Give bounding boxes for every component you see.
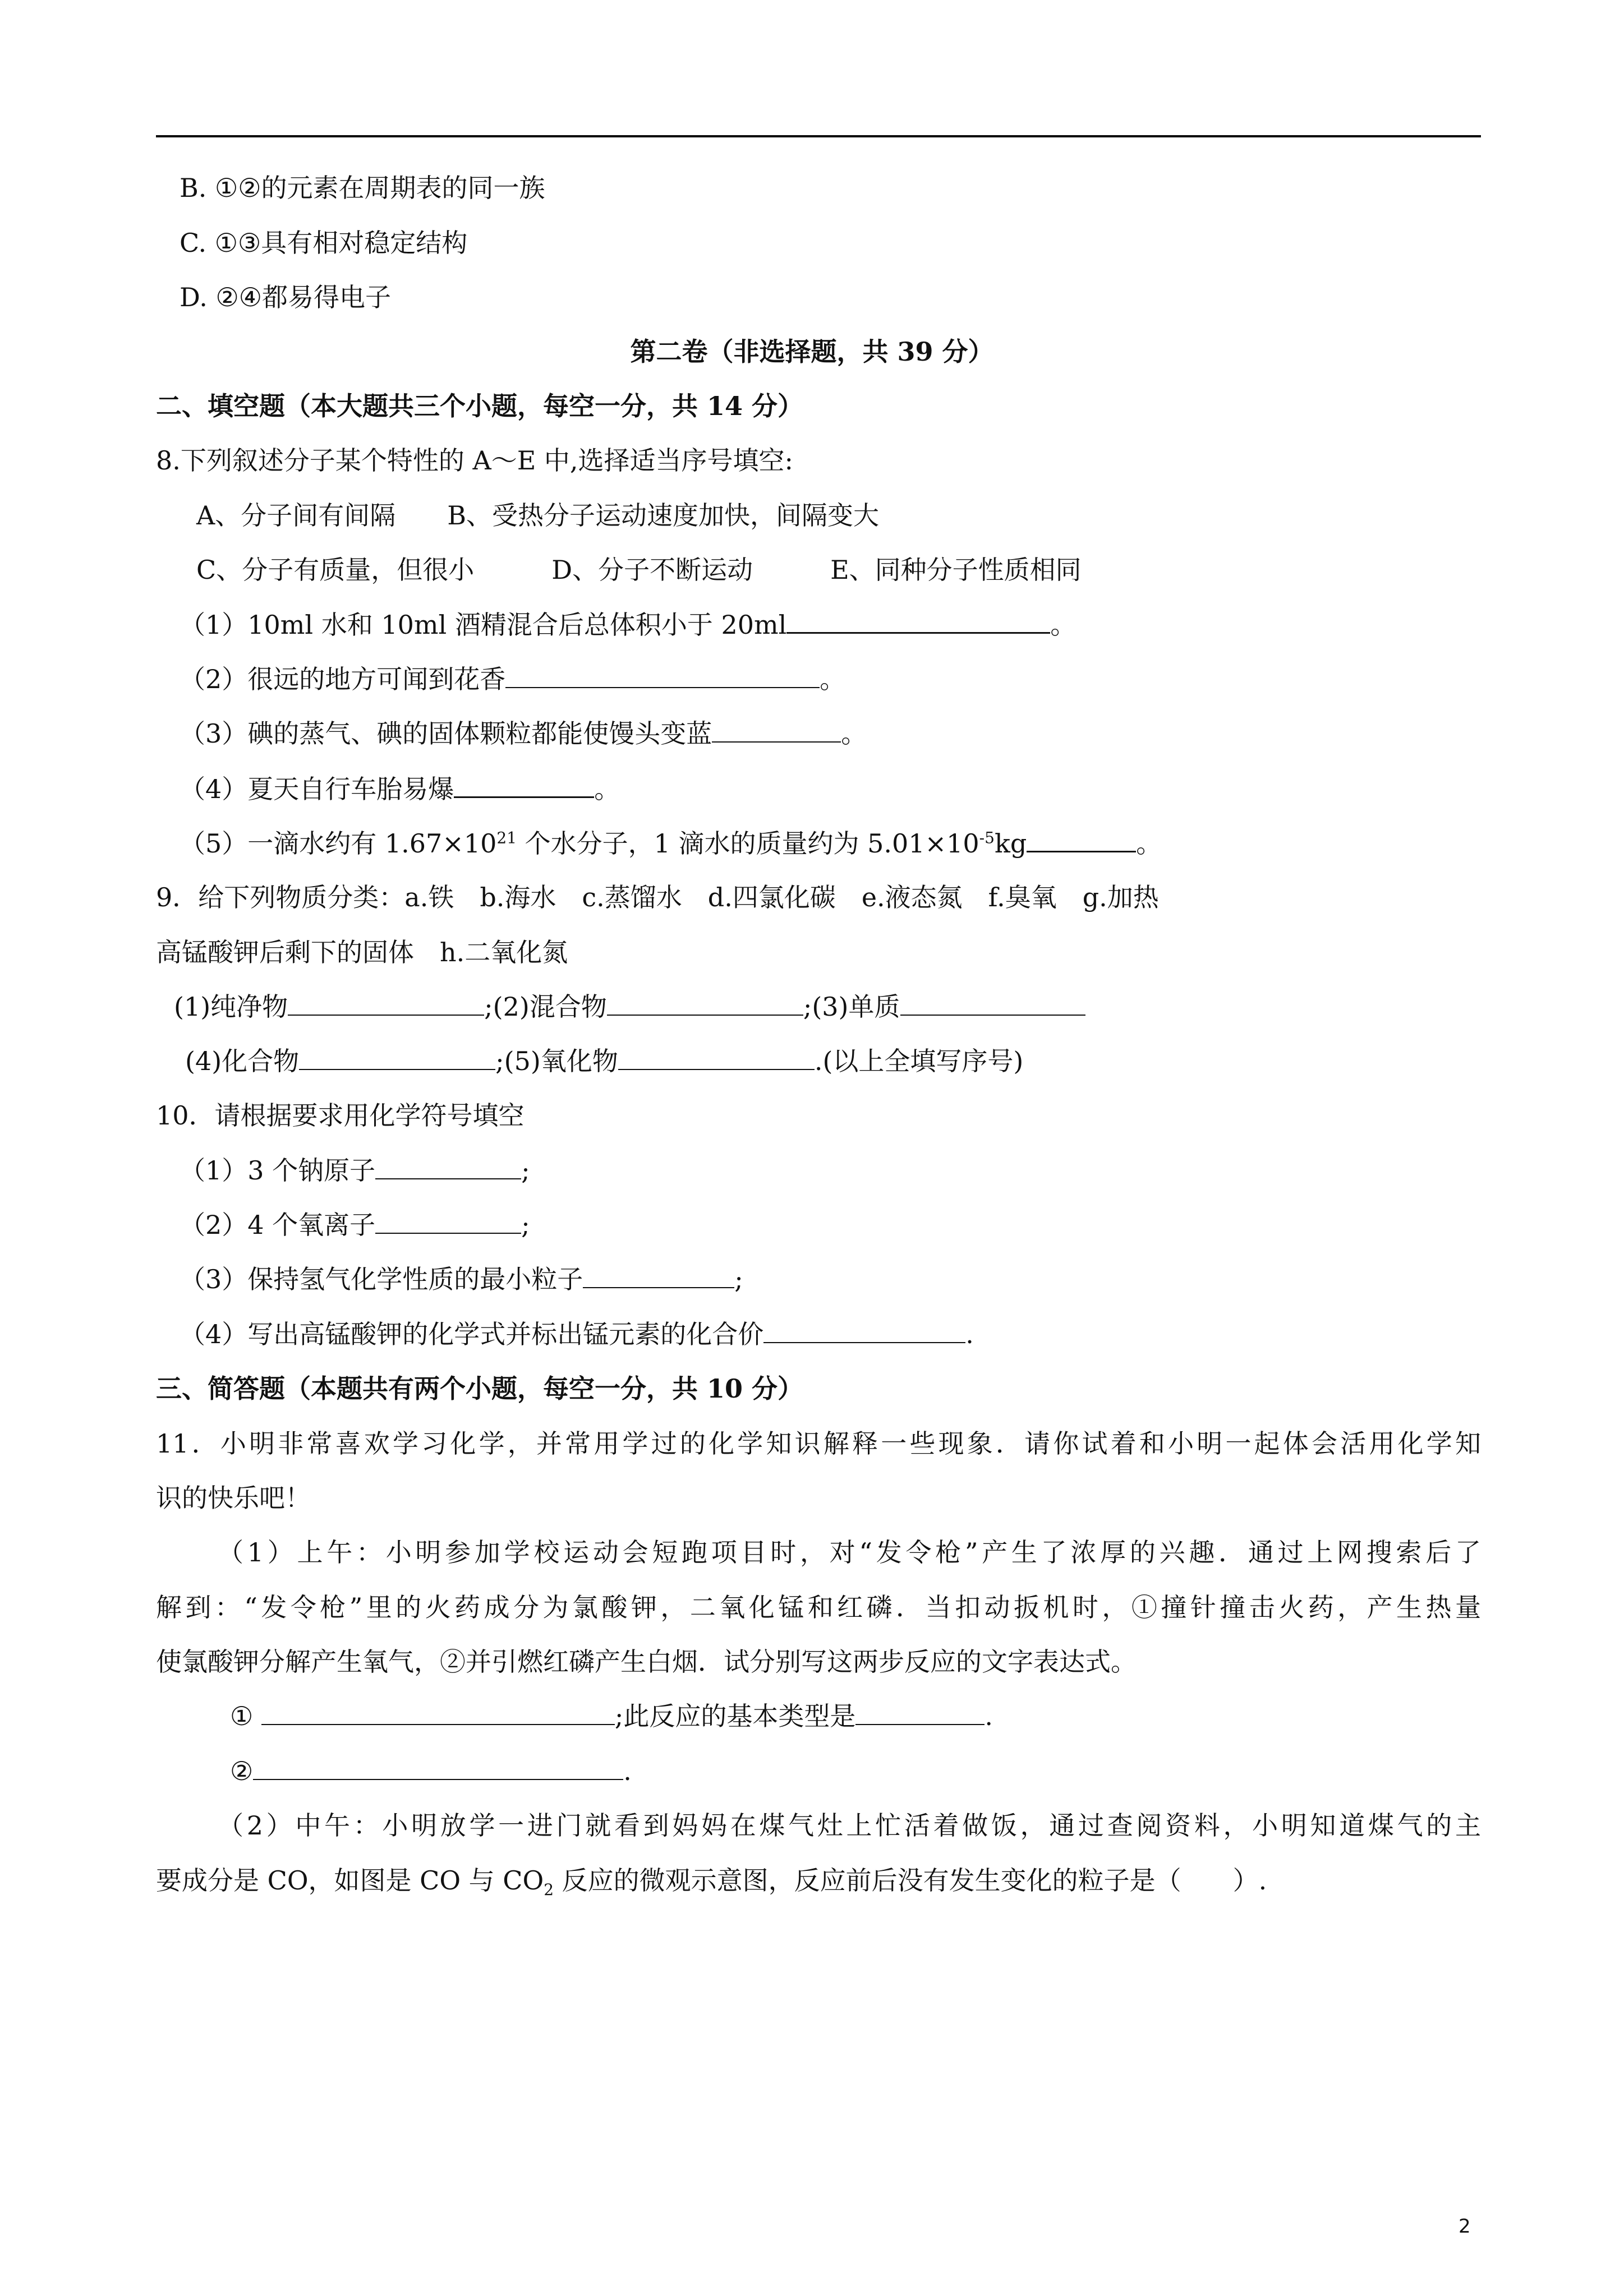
q9-stem-line2: 高锰酸钾后剩下的固体 h.二氧化氮	[156, 937, 568, 967]
q10-item2	[180, 1208, 530, 1242]
q9-compound-blank[interactable]	[299, 1044, 495, 1070]
period: .	[965, 1319, 974, 1349]
q11-eq1-label: ①	[230, 1701, 254, 1731]
q8-item3-blank[interactable]	[712, 717, 841, 743]
q8-item2-text: （2）很远的地方可闻到花香	[180, 664, 506, 694]
q11-p2-line2	[156, 1864, 1267, 1897]
q9-element-blank[interactable]	[900, 990, 1085, 1016]
q9-pure-label: (1)纯净物	[174, 992, 288, 1022]
q11-p2-subscript: 2	[544, 1880, 554, 1899]
end-mark: 。	[820, 664, 846, 694]
q10-stem: 10．请根据要求用化学符号填空	[156, 1100, 525, 1131]
q8-item3	[180, 717, 867, 750]
q11-eq1-blank[interactable]	[261, 1699, 615, 1725]
q9-row1	[174, 990, 1085, 1023]
q8-item5	[180, 826, 1162, 860]
q9-compound-label: (4)化合物	[185, 1046, 300, 1076]
period: .	[984, 1701, 993, 1731]
q11-eq1	[230, 1699, 993, 1733]
q8-options-line2: C、分子有质量，但很小 D、分子不断运动 E、同种分子性质相同	[196, 555, 1082, 585]
q10-item3-text: （3）保持氢气化学性质的最小粒子	[180, 1264, 583, 1294]
q10-item4-text: （4）写出高锰酸钾的化学式并标出锰元素的化合价	[180, 1319, 764, 1349]
q10-item2-blank[interactable]	[375, 1208, 521, 1234]
q11-p2-line2-a: 要成分是 CO，如图是 CO 与 CO	[156, 1865, 544, 1896]
option-d: D. ②④都易得电子	[180, 282, 391, 312]
q10-item1-blank[interactable]	[375, 1154, 521, 1179]
q9-pure-blank[interactable]	[288, 990, 484, 1016]
q11-eq1-type-label: ;此反应的基本类型是	[614, 1701, 856, 1731]
q8-item2	[180, 662, 845, 696]
q11-eq2-label: ②	[230, 1756, 254, 1786]
q10-item3-blank[interactable]	[583, 1262, 734, 1288]
end-mark: 。	[1050, 610, 1076, 640]
q11-p2-line1: （2）中午：小明放学一进门就看到妈妈在煤气灶上忙活着做饭，通过查阅资料，小明知道煤气的主	[218, 1810, 1481, 1841]
option-b: B. ①②的元素在周期表的同一族	[180, 173, 545, 203]
q10-item3	[180, 1262, 743, 1296]
q8-item5-mid: 个水分子，1 滴水的质量约为 5.01×10	[517, 828, 979, 859]
end-mark: 。	[1136, 828, 1162, 859]
q9-oxide-label: ;(5)氧化物	[495, 1046, 618, 1076]
q8-item5-prefix: （5）一滴水约有 1.67×10	[180, 828, 497, 859]
semicolon: ;	[521, 1155, 530, 1186]
q8-item2-blank[interactable]	[505, 662, 820, 688]
q9-mixture-blank[interactable]	[607, 990, 803, 1016]
section2-heading: 二、填空题（本大题共三个小题，每空一分，共 14 分）	[156, 391, 804, 421]
q10-item4	[180, 1317, 974, 1351]
semicolon: ;	[521, 1210, 530, 1240]
q11-p1-line2: 解到：“发令枪”里的火药成分为氯酸钾，二氧化锰和红磷．当扣动扳机时，①撞针撞击火药，产生热量	[156, 1592, 1481, 1622]
q8-options-line1: A、分子间有间隔 B、受热分子运动速度加快，间隔变大	[196, 500, 880, 531]
q10-item1	[180, 1154, 530, 1187]
q11-eq1-type-blank[interactable]	[855, 1699, 984, 1725]
end-mark: 。	[841, 718, 867, 749]
part2-title: 第二卷（非选择题，共 39 分）	[630, 336, 994, 367]
q8-item5-exponent2: -5	[979, 828, 995, 847]
q11-eq2-blank[interactable]	[253, 1754, 623, 1780]
q9-element-label: ;(3)单质	[803, 992, 900, 1022]
q11-eq2	[230, 1754, 632, 1788]
page-number: 2	[1459, 2215, 1471, 2238]
q8-item4-text: （4）夏天自行车胎易爆	[180, 774, 454, 804]
section3-heading: 三、简答题（本题共有两个小题，每空一分，共 10 分）	[156, 1373, 804, 1404]
q11-line2: 识的快乐吧！	[156, 1483, 311, 1513]
q8-item1-text: （1）10ml 水和 10ml 酒精混合后总体积小于 20ml	[180, 610, 787, 640]
q8-item5-blank[interactable]	[1027, 826, 1136, 852]
q8-item5-exponent1: 21	[496, 828, 517, 847]
q11-p2-line2-b: 反应的微观示意图，反应前后没有发生变化的粒子是（ ）.	[554, 1865, 1267, 1896]
period: .	[623, 1756, 632, 1786]
option-c: C. ①③具有相对稳定结构	[180, 228, 468, 258]
semicolon: ;	[734, 1264, 743, 1294]
q8-item5-suffix: kg	[994, 828, 1027, 859]
q10-item4-blank[interactable]	[763, 1317, 965, 1343]
q9-stem-line1: 9．给下列物质分类：a.铁 b.海水 c.蒸馏水 d.四氯化碳 e.液态氮 f.臭氧 g.加热	[156, 882, 1159, 912]
q8-item4	[180, 772, 620, 806]
q9-note: .(以上全填写序号)	[814, 1046, 1024, 1076]
q10-item1-text: （1）3 个钠原子	[180, 1155, 376, 1186]
q8-item4-blank[interactable]	[454, 772, 594, 798]
end-mark: 。	[594, 774, 620, 804]
q11-line1: 11．小明非常喜欢学习化学，并常用学过的化学知识解释一些现象．请你试着和小明一起体会活用化学知	[156, 1428, 1481, 1459]
header-rule	[156, 135, 1481, 137]
q8-item1	[180, 607, 1076, 642]
q8-item3-text: （3）碘的蒸气、碘的固体颗粒都能使馒头变蓝	[180, 718, 712, 749]
q9-row2	[185, 1044, 1023, 1078]
q10-item2-text: （2）4 个氧离子	[180, 1210, 376, 1240]
q11-p1-line3: 使氯酸钾分解产生氧气，②并引燃红磷产生白烟．试分别写这两步反应的文字表达式。	[156, 1647, 1137, 1677]
q9-mixture-label: ;(2)混合物	[484, 992, 607, 1022]
q11-p1-line1: （1）上午：小明参加学校运动会短跑项目时，对“发令枪”产生了浓厚的兴趣．通过上网搜索后了	[218, 1537, 1481, 1567]
q8-stem: 8.下列叙述分子某个特性的 A～E 中,选择适当序号填空:	[156, 445, 794, 476]
q8-item1-blank[interactable]	[786, 607, 1050, 634]
q9-oxide-blank[interactable]	[618, 1044, 815, 1070]
